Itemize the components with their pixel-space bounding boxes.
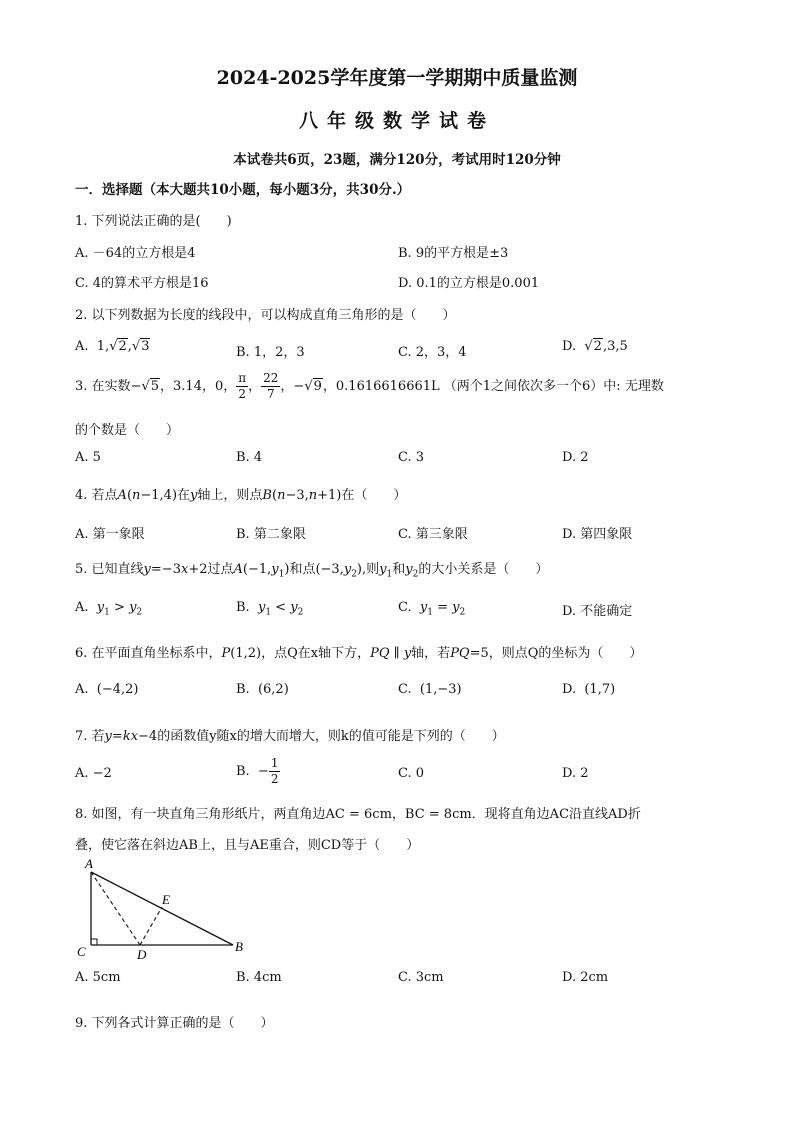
question-3-option-d: D. 2 (562, 450, 589, 465)
label-b: B (235, 939, 243, 954)
question-7-stem: 7. 若y=kx−4的函数值y随x的增大而增大，则k的值可能是下列的（ ） (75, 729, 505, 744)
question-8-option-a: A. 5cm (75, 970, 121, 985)
question-7-option-b: B. − $\frac{1}{2}$ (236, 756, 279, 786)
label-e: E (162, 892, 170, 907)
question-2-option-c: C. 2，3，4 (398, 345, 467, 360)
question-8-stem-line2: 叠，使它落在斜边AB上，且与AE重合，则CD等于（ ） (75, 838, 420, 853)
question-7-option-d: D. 2 (562, 766, 589, 781)
question-6-option-c: C. (1,−3) (398, 682, 462, 697)
question-9-stem: 9. 下列各式计算正确的是（ ） (75, 1016, 274, 1031)
question-6-stem: 6. 在平面直角坐标系中，P(1,2)，点Q在x轴下方，PQ ∥ y轴，若PQ=5，则点Q的坐标为（ ） (75, 646, 643, 661)
question-1-stem: 1. 下列说法正确的是( ) (75, 214, 232, 229)
label-a: A (85, 856, 93, 871)
exam-subtitle: 八年级数学试卷 (298, 110, 495, 132)
question-7-option-c: C. 0 (398, 766, 425, 781)
question-4-option-a: A. 第一象限 (75, 527, 145, 542)
question-8-option-b: B. 4cm (236, 970, 282, 985)
question-1-option-d: D. 0.1的立方根是0.001 (398, 276, 540, 291)
question-5-option-b: B. $y_1 < y_2$ (236, 600, 304, 618)
question-3-option-b: B. 4 (236, 450, 263, 465)
side-ab (91, 872, 233, 945)
question-4-option-c: C. 第三象限 (398, 527, 468, 542)
exam-info: 本试卷共6页，23题，满分120分，考试用时120分钟 (233, 152, 561, 168)
right-angle-mark (91, 939, 97, 945)
question-1-option-c: C. 4的算术平方根是16 (75, 276, 209, 291)
question-6-option-b: B. (6,2) (236, 682, 289, 697)
question-3-stem-line2: 的个数是（ ） (75, 423, 180, 438)
question-1-option-b: B. 9的平方根是±3 (398, 246, 509, 261)
question-4-option-b: B. 第二象限 (236, 527, 306, 542)
question-7-option-a: A. −2 (75, 766, 112, 781)
question-3-stem: 3. 在实数−√5，3.14，0， $\frac{\pi}{2}$ ， $\frac{22}{7}$ ，−√9，0.1616616661L （两个1之间依次多一个6）中: 无理数 (75, 371, 664, 401)
question-3-option-a: A. 5 (75, 450, 101, 465)
question-4-option-d: D. 第四象限 (562, 527, 633, 542)
fold-line-ad (91, 872, 140, 945)
triangle-figure (70, 852, 260, 964)
question-5-option-c: C. $y_1 = y_2$ (398, 600, 466, 618)
section-heading: 一．选择题（本大题共10小题，每小题3分，共30分.） (75, 182, 411, 198)
question-6-option-d: D. (1,7) (562, 682, 616, 697)
segment-de (140, 907, 162, 945)
exam-title: 2024-2025学年度第一学期期中质量监测 (216, 67, 578, 89)
question-2-stem: 2. 以下列数据为长度的线段中，可以构成直角三角形的是（ ） (75, 308, 456, 323)
question-8-option-c: C. 3cm (398, 970, 444, 985)
question-5-option-a: A. $y_1 > y_2$ (75, 600, 143, 618)
question-2-option-d: D. √2,3,5 (562, 339, 628, 354)
question-6-option-a: A. (−4,2) (75, 682, 139, 697)
question-5-stem: 5. 已知直线y=−3x+2过点$A(-1,y_1)$和点$(-3,y_2)$,则$y_1$和$y_2$的大小关系是（ ） (75, 562, 549, 580)
question-2-option-a: A. 1,√2,√3 (75, 339, 150, 354)
question-2-option-b: B. 1，2，3 (236, 345, 305, 360)
label-c: C (77, 944, 86, 959)
question-3-option-c: C. 3 (398, 450, 425, 465)
label-d: D (137, 947, 147, 962)
question-8-stem-line1: 8. 如图，有一块直角三角形纸片，两直角边AC = 6cm，BC = 8cm．现将直角边AC沿直线AD折 (75, 807, 641, 822)
question-4-stem: 4. 若点A(n−1,4)在y轴上，则点B(n−3,n+1)在（ ） (75, 488, 407, 503)
question-5-option-d: D. 不能确定 (562, 604, 633, 619)
question-8-option-d: D. 2cm (562, 970, 609, 985)
question-1-option-a: A. －64的立方根是4 (75, 246, 196, 261)
